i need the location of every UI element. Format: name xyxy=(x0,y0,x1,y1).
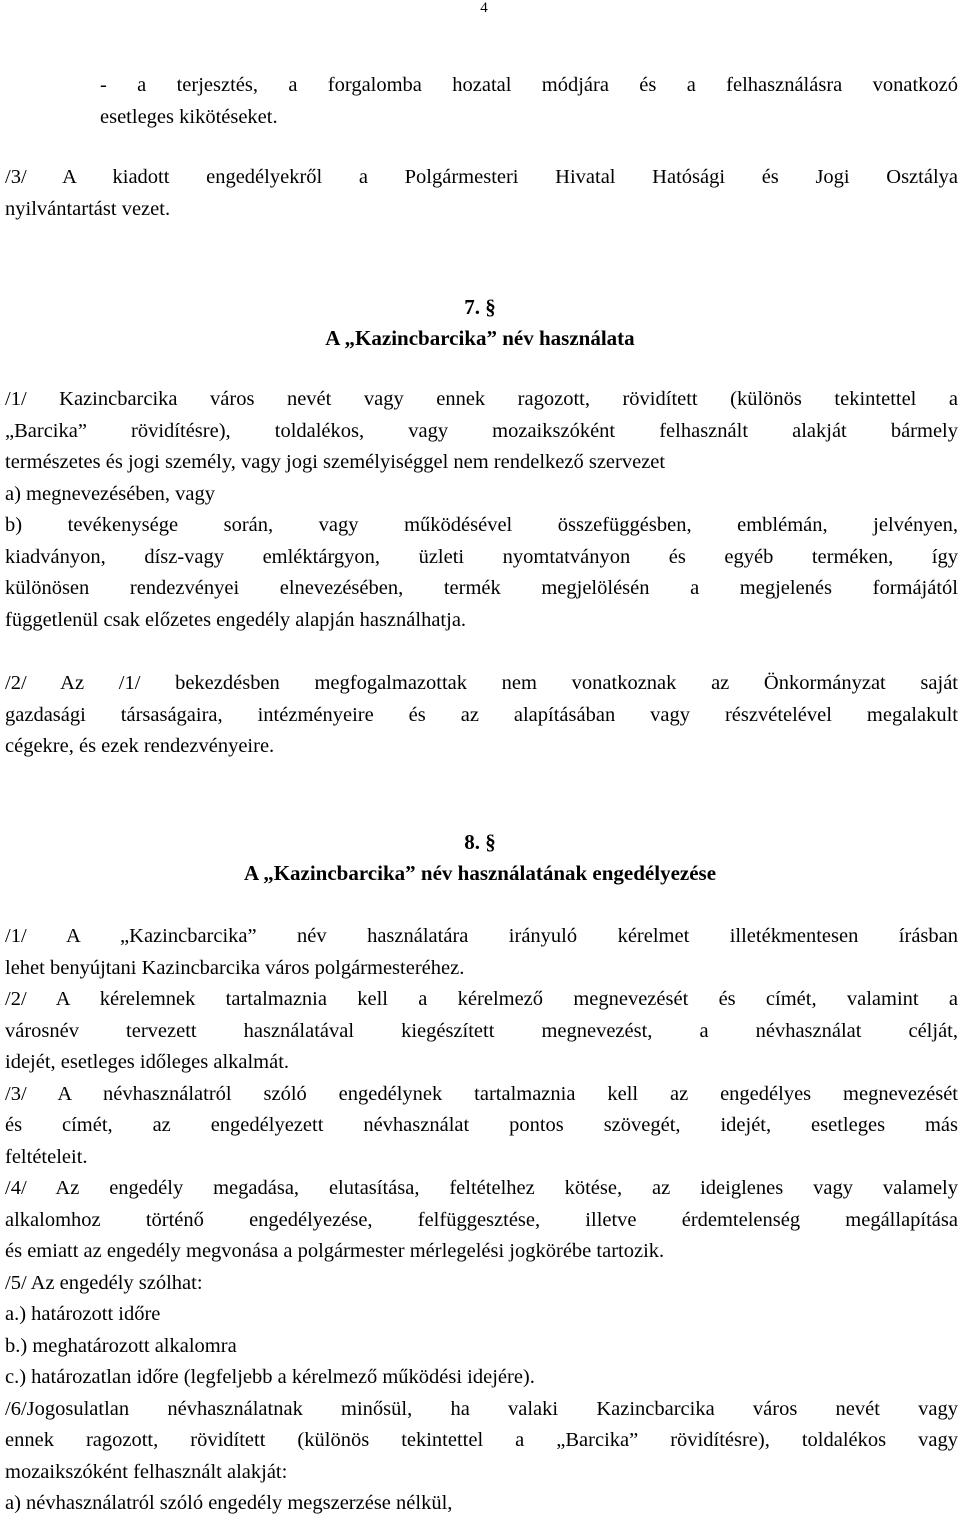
section-7-paragraph-2 xyxy=(5,668,958,763)
text-line: városnév tervezett használatával kiegészített megnevezést, a névhasználat célját, xyxy=(5,1019,958,1042)
text-line: természetes és jogi személy, vagy jogi személyiséggel nem rendelkező szervezet xyxy=(5,451,666,473)
text-line: b.) meghatározott alkalomra xyxy=(5,1334,237,1357)
text-line: esetleges kikötéseket. xyxy=(100,105,278,128)
page-number: 4 xyxy=(480,0,488,16)
text-line: /1/ Kazincbarcika város nevét vagy ennek ragozott, rövidített (különös tekintettel a xyxy=(5,388,958,410)
text-line: ennek ragozott, rövidített (különös tekintettel a „Barcika” rövidítésre), toldalékos vagy xyxy=(5,1429,958,1451)
text-line: „Barcika” rövidítésre), toldalékos, vagy mozaikszóként felhasznált alakját bármely xyxy=(5,419,958,442)
text-line: idejét, esetleges időleges alkalmát. xyxy=(5,1051,290,1073)
text-line: a) megnevezésében, vagy xyxy=(5,482,216,505)
text-line: mozaikszóként felhasznált alakját: xyxy=(5,1460,288,1483)
text-line: függetlenül csak előzetes engedély alapján használhatja. xyxy=(5,608,467,631)
section-7-paragraph-1 xyxy=(5,384,958,636)
text-line: feltételeit. xyxy=(5,1145,88,1168)
text-line: a.) határozott időre xyxy=(5,1303,161,1325)
text-line: b) tevékenysége során, vagy működésével összefüggésben, emblémán, jelvényen, xyxy=(5,514,958,536)
list-item-distribution xyxy=(100,70,958,133)
text-line: /2/ A kérelemnek tartalmaznia kell a kérelmező megnevezését és címét, valamint a xyxy=(5,988,958,1010)
section-7-number: 7. § xyxy=(464,295,496,319)
text-line: /3/ A névhasználatról szóló engedélynek tartalmaznia kell az engedélyes megnevezését xyxy=(5,1082,958,1105)
text-line: /5/ Az engedély szólhat: xyxy=(5,1271,203,1294)
text-line: cégekre, és ezek rendezvényeire. xyxy=(5,735,275,757)
section-7-title: A „Kazincbarcika” név használata xyxy=(325,326,635,350)
text-line: a) névhasználatról szóló engedély megszerzése nélkül, xyxy=(5,1492,453,1514)
text-line: /4/ Az engedély megadása, elutasítása, feltételhez kötése, az ideiglenes vagy valamely xyxy=(5,1177,958,1199)
text-line: /2/ Az /1/ bekezdésben megfogalmazottak nem vonatkoznak az Önkormányzat saját xyxy=(5,672,958,694)
paragraph-3 xyxy=(5,162,958,225)
text-line: c.) határozatlan időre (legfeljebb a kérelmező működési idejére). xyxy=(5,1366,535,1388)
text-line: alkalomhoz történő engedélyezése, felfüggesztése, illetve érdemtelenség megállapítása xyxy=(5,1208,958,1231)
text-line: kiadványon, dísz-vagy emléktárgyon, üzleti nyomtatványon és egyéb terméken, így xyxy=(5,545,958,568)
section-8-number: 8. § xyxy=(464,830,496,854)
text-line: és címét, az engedélyezett névhasználat pontos szövegét, idejét, esetleges más xyxy=(5,1114,958,1136)
text-line: és emiatt az engedély megvonása a polgármester mérlegelési jogkörébe tartozik. xyxy=(5,1240,665,1262)
text-line: nyilvántartást vezet. xyxy=(5,197,171,220)
section-8-title: A „Kazincbarcika” név használatának engedélyezése xyxy=(243,861,717,885)
text-line: - a terjesztés, a forgalomba hozatal módjára és a felhasználásra vonatkozó xyxy=(100,74,958,96)
text-line: /6/Jogosulatlan névhasználatnak minősül, ha valaki Kazincbarcika város nevét vagy xyxy=(5,1397,958,1420)
text-line: lehet benyújtani Kazincbarcika város polgármesteréhez. xyxy=(5,956,465,979)
section-8-body xyxy=(5,921,958,1520)
text-line: különösen rendezvényei elnevezésében, termék megjelölésén a megjelenés formájától xyxy=(5,577,958,599)
text-line: /3/ A kiadott engedélyekről a Polgármesteri Hivatal Hatósági és Jogi Osztálya xyxy=(5,166,958,188)
text-line: gazdasági társaságaira, intézményeire és az alapításában vagy részvételével megalakult xyxy=(5,703,958,726)
text-line: /1/ A „Kazincbarcika” név használatára irányuló kérelmet illetékmentesen írásban xyxy=(5,925,958,947)
